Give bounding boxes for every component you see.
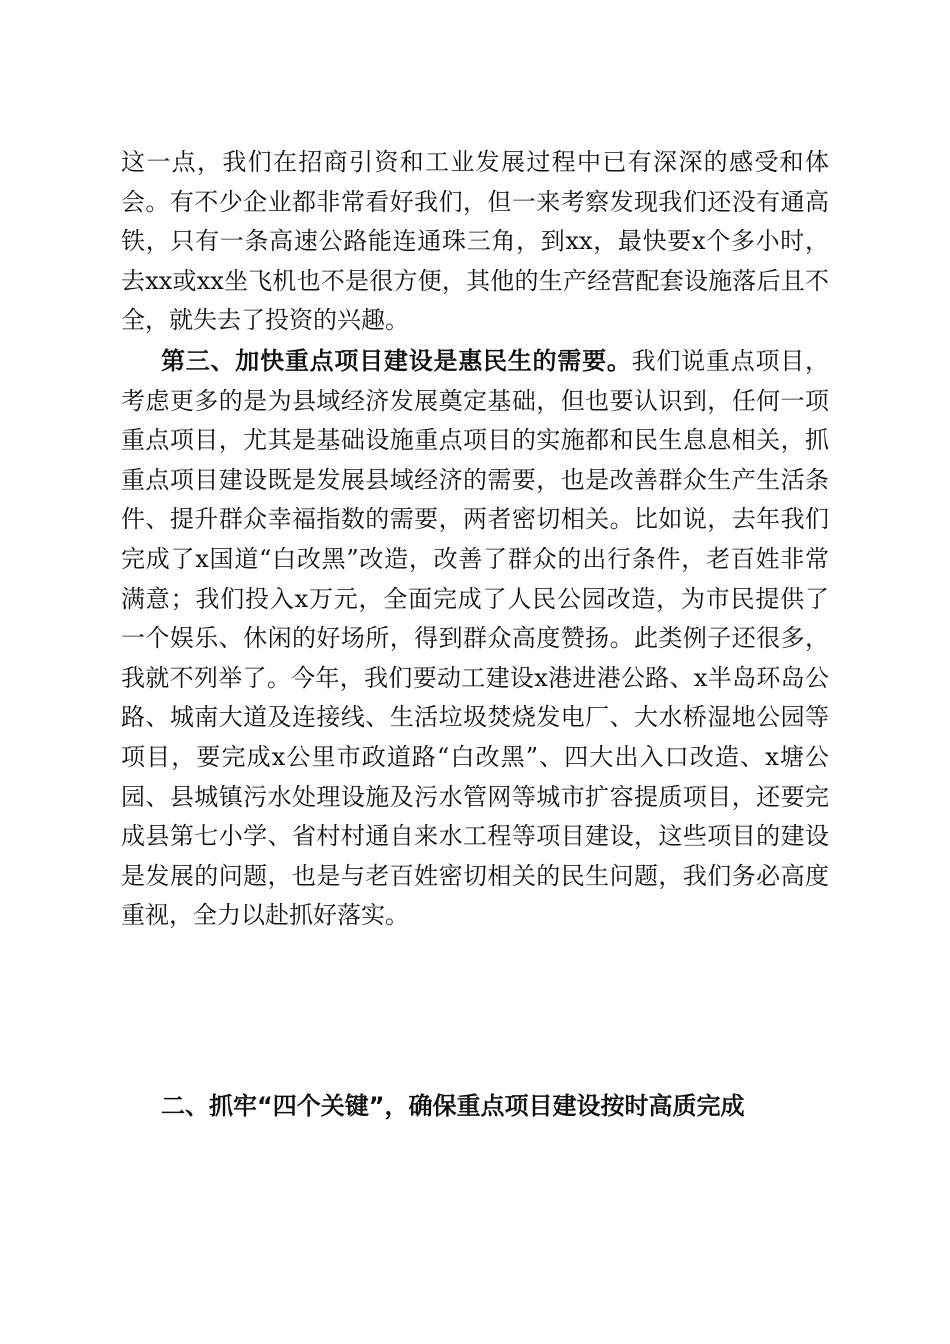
paragraph-2-lead: 第三、加快重点项目建设是惠民生的需要。 [161, 345, 632, 375]
paragraph-1-text: 这一点，我们在招商引资和工业发展过程中已有深深的感受和体会。有不少企业都非常看好我们，但一来考察发现我们还没有通高铁，只有一条高速公路能连通珠三角，到xx，最快要x个多小时，去xx或xx坐飞机也不是很方便，其他的生产经营配套设施落后且不全，就失去了投资的兴趣。 [121, 148, 829, 335]
paragraph-continuation [121, 143, 829, 341]
paragraph-2-body: 我们说重点项目，考虑更多的是为县域经济发展奠定基础，但也要认识到，任何一项重点项目，尤其是基础设施重点项目的实施都和民生息息相关，抓重点项目建设既是发展县域经济的需要，也是改善群众生产生活条件、提升群众幸福指数的需要，两者密切相关。比如说，去年我们完成了x国道“白改黑”改造，改善了群众的出行条件，老百姓非常满意；我们投入x万元，全面完成了人民公园改造，为市民提供了一个娱乐、休闲的好场所，得到群众高度赞扬。此类例子还很多，我就不列举了。今年，我们要动工建设x港进港公路、x半岛环岛公路、城南大道及连接线、生活垃圾焚烧发电厂、大水桥湿地公园等项目，要完成x公里市政道路“白改黑”、四大出入口改造、x塘公园、县城镇污水处理设施及污水管网等城市扩容提质项目，还要完成县第七小学、省村村通自来水工程等项目建设，这些项目的建设是发展的问题，也是与老百姓密切相关的民生问题，我们务必高度重视，全力以赴抓好落实。 [121, 346, 830, 930]
paragraph-third-point [121, 341, 829, 936]
section-heading: 二、抓牢“四个关键”，确保重点项目建设按时高质完成 [161, 1092, 745, 1120]
document-body [121, 143, 829, 936]
